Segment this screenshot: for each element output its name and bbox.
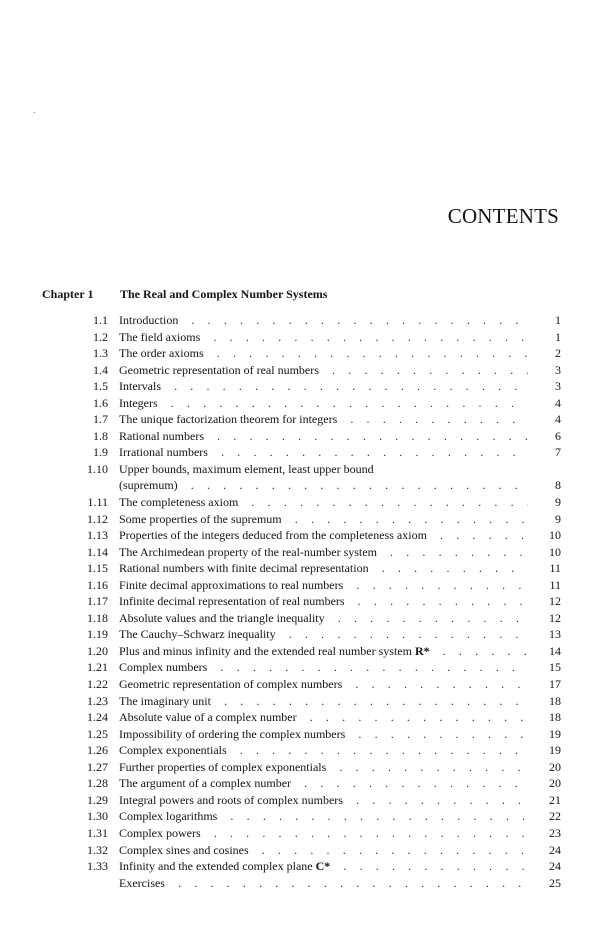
page-number: 1 — [555, 329, 561, 344]
section-number: 1.25 — [87, 726, 108, 741]
page-number: 6 — [555, 428, 561, 443]
toc-entry — [0, 593, 590, 610]
section-number: 1.2 — [93, 329, 108, 344]
section-title-leader — [119, 626, 528, 642]
section-title-leader — [119, 858, 528, 874]
section-number: 1.4 — [93, 362, 108, 377]
symbol: C* — [315, 859, 331, 874]
page-number: 20 — [549, 776, 561, 791]
section-title: The unique factorization theorem for integers — [119, 412, 342, 426]
page-number: 17 — [549, 677, 561, 692]
page-number: 1 — [555, 313, 561, 327]
section-title: Properties of the integers deduced from the completeness axiom — [119, 528, 432, 542]
section-title-leader — [119, 759, 528, 775]
section-number: 1.9 — [93, 445, 108, 460]
page-number: 7 — [555, 445, 561, 460]
page-number: 11 — [549, 577, 561, 592]
page-number: 18 — [549, 693, 561, 708]
section-title-leader — [119, 544, 528, 560]
section-title: Absolute value of a complex number — [119, 710, 302, 724]
section-title-continuation: (supremum) — [119, 478, 183, 492]
page-number: 3 — [555, 379, 561, 394]
section-number: 1.23 — [87, 693, 108, 708]
section-title: Introduction — [119, 313, 183, 327]
section-number: 1.33 — [87, 859, 108, 874]
section-title: Infinite decimal representation of real numbers — [119, 594, 350, 608]
section-title: Exercises — [119, 876, 170, 890]
section-title-leader — [119, 444, 528, 460]
section-number: 1.22 — [87, 677, 108, 692]
toc-entry — [0, 395, 590, 412]
section-title: The completeness axiom — [119, 495, 243, 509]
section-title-continuation-leader — [119, 477, 528, 493]
toc-entry — [0, 825, 590, 842]
section-title-leader — [119, 709, 528, 725]
page-number: 10 — [549, 544, 561, 559]
section-number: 1.19 — [87, 627, 108, 642]
section-title-leader — [119, 775, 528, 791]
section-number: 1.32 — [87, 842, 108, 857]
toc-entry — [0, 808, 590, 825]
toc-entry — [0, 461, 590, 494]
section-number: 1.29 — [87, 792, 108, 807]
page-number: 24 — [549, 842, 561, 857]
section-title: Rational numbers with finite decimal representation — [119, 561, 374, 575]
page-number: 19 — [549, 743, 561, 758]
section-title-leader — [119, 875, 528, 891]
section-number: 1.8 — [93, 428, 108, 443]
toc-entry — [0, 659, 590, 676]
section-title: Complex exponentials — [119, 743, 232, 757]
section-number: 1.26 — [87, 743, 108, 758]
section-number: 1.12 — [87, 511, 108, 526]
page-number: 24 — [549, 859, 561, 874]
section-title-leader — [119, 362, 528, 378]
toc-entry — [0, 693, 590, 710]
toc-entry — [0, 726, 590, 743]
section-title-leader — [119, 643, 528, 659]
toc-entry — [0, 610, 590, 627]
section-number: 1.7 — [93, 412, 108, 427]
section-title: Complex sines and cosines — [119, 843, 254, 857]
toc-entry — [0, 676, 590, 693]
section-title-leader — [119, 693, 528, 709]
chapter-heading — [42, 287, 562, 303]
section-title-leader — [119, 676, 528, 692]
page-number: 25 — [549, 875, 561, 890]
chapter-title: The Real and Complex Number Systems — [120, 287, 328, 301]
section-title-leader — [119, 329, 528, 345]
section-number: 1.16 — [87, 577, 108, 592]
contents-heading: CONTENTS — [447, 204, 559, 228]
page-number: 4 — [555, 395, 561, 410]
section-number: 1.18 — [87, 610, 108, 625]
section-number: 1.3 — [93, 346, 108, 361]
toc-entry — [0, 411, 590, 428]
section-title: Geometric representation of real numbers — [119, 363, 324, 377]
page-number: 3 — [555, 362, 561, 377]
page-number: 15 — [549, 660, 561, 675]
page-number: 10 — [549, 528, 561, 543]
section-title-leader — [119, 726, 528, 742]
toc-entry — [0, 709, 590, 726]
section-title-leader — [119, 610, 528, 626]
chapter-label: Chapter 1 — [42, 287, 94, 301]
section-title: Complex powers — [119, 826, 206, 840]
section-number: 1.21 — [87, 660, 108, 675]
section-title: Geometric representation of complex numbers — [119, 677, 347, 691]
page-number: 20 — [549, 759, 561, 774]
page-speck — [34, 112, 35, 113]
section-title: Complex logarithms — [119, 809, 222, 823]
toc-entry — [0, 378, 590, 395]
page-number: 21 — [549, 792, 561, 807]
toc-entry — [0, 312, 590, 329]
toc-entry — [0, 577, 590, 594]
toc-entry — [0, 428, 590, 445]
section-number: 1.6 — [93, 395, 108, 410]
section-title: Impossibility of ordering the complex numbers — [119, 727, 350, 741]
page-number: 9 — [555, 511, 561, 526]
section-title-leader — [119, 742, 528, 758]
section-title-leader — [119, 808, 528, 824]
toc-entry — [0, 560, 590, 577]
toc-entry — [0, 858, 590, 875]
section-title: Rational numbers — [119, 429, 209, 443]
page-number: 22 — [549, 809, 561, 824]
toc-list — [0, 312, 590, 891]
section-number: 1.1 — [93, 313, 108, 327]
section-number: 1.30 — [87, 809, 108, 824]
section-number: 1.5 — [93, 379, 108, 394]
section-number: 1.28 — [87, 776, 108, 791]
section-title-leader — [119, 428, 528, 444]
page-number: 8 — [555, 478, 561, 493]
toc-entry — [0, 527, 590, 544]
section-title-leader — [119, 792, 528, 808]
toc-entry — [0, 626, 590, 643]
section-title-leader — [119, 593, 528, 609]
section-number: 1.10 — [87, 461, 108, 476]
section-number: 1.17 — [87, 594, 108, 609]
section-title: Integers — [119, 396, 163, 410]
toc-entry — [0, 842, 590, 859]
section-number: 1.20 — [87, 643, 108, 658]
section-title-leader — [119, 527, 528, 543]
toc-entry — [0, 759, 590, 776]
section-title: Finite decimal approximations to real numbers — [119, 578, 348, 592]
section-title-leader — [119, 461, 528, 477]
section-title-leader — [119, 395, 528, 411]
section-title: Intervals — [119, 379, 166, 393]
section-title-leader — [119, 560, 528, 576]
section-title-leader — [119, 378, 528, 394]
page-number: 2 — [555, 346, 561, 361]
page-number: 13 — [549, 627, 561, 642]
toc-entry — [0, 775, 590, 792]
section-number: 1.11 — [87, 495, 108, 510]
section-title: The imaginary unit — [119, 694, 216, 708]
toc-entry — [0, 329, 590, 346]
section-title-leader — [119, 825, 528, 841]
section-title: The field axioms — [119, 330, 205, 344]
toc-entry — [0, 742, 590, 759]
section-title: Upper bounds, maximum element, least upper bound — [119, 462, 379, 476]
page-number: 19 — [549, 726, 561, 741]
toc-entry — [0, 345, 590, 362]
section-title: Further properties of complex exponentials — [119, 760, 331, 774]
section-title: The Cauchy–Schwarz inequality — [119, 627, 281, 641]
section-title: Complex numbers — [119, 660, 212, 674]
toc-entry — [0, 544, 590, 561]
section-title: Infinity and the extended complex plane C* — [119, 859, 335, 873]
section-title-leader — [119, 659, 528, 675]
section-title-leader — [119, 842, 528, 858]
section-number: 1.13 — [87, 528, 108, 543]
section-title: The Archimedean property of the real-number system — [119, 545, 382, 559]
section-title-leader — [119, 511, 528, 527]
section-number: 1.27 — [87, 759, 108, 774]
section-title: Plus and minus infinity and the extended real number system R* — [119, 644, 435, 658]
section-title: Some properties of the supremum — [119, 512, 287, 526]
section-title: Absolute values and the triangle inequality — [119, 611, 330, 625]
toc-entry — [0, 875, 590, 892]
section-title: Integral powers and roots of complex numbers — [119, 793, 348, 807]
section-title-leader — [119, 577, 528, 593]
toc-entry — [0, 494, 590, 511]
page-number: 14 — [549, 643, 561, 658]
page-number: 12 — [549, 594, 561, 609]
toc-entry — [0, 511, 590, 528]
section-title: Irrational numbers — [119, 445, 213, 459]
symbol: R* — [414, 643, 430, 658]
toc-entry — [0, 362, 590, 379]
toc-entry — [0, 792, 590, 809]
section-title: The order axioms — [119, 346, 209, 360]
toc-entry — [0, 643, 590, 660]
page-number: 18 — [549, 710, 561, 725]
section-number: 1.15 — [87, 561, 108, 576]
section-title-leader — [119, 411, 528, 427]
section-title-leader — [119, 494, 528, 510]
section-number: 1.14 — [87, 544, 108, 559]
section-number: 1.31 — [87, 825, 108, 840]
section-title-leader — [119, 312, 528, 328]
section-number: 1.24 — [87, 710, 108, 725]
section-title-leader — [119, 345, 528, 361]
page-number: 11 — [549, 561, 561, 576]
page-number: 4 — [555, 412, 561, 427]
toc-entry — [0, 444, 590, 461]
section-title: The argument of a complex number — [119, 776, 296, 790]
page-number: 9 — [555, 495, 561, 510]
page-number: 23 — [549, 825, 561, 840]
page-number: 12 — [549, 610, 561, 625]
